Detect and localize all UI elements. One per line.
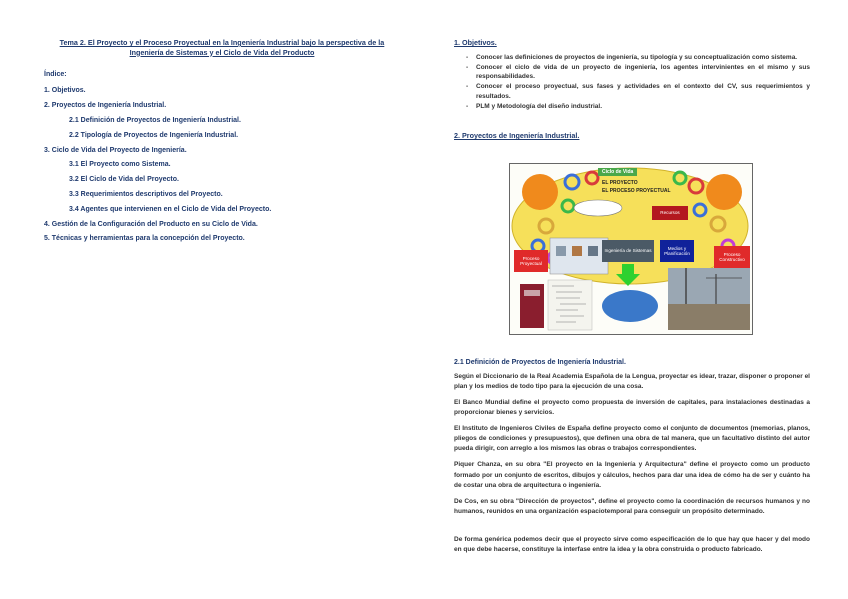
paragraph: Según el Diccionario de la Real Academia Española de la Lengua, proyectar es idear, trazar, disponer o proponer el plan y los medios de todo tipo para la ejecución de una cosa. [454, 373, 810, 391]
objective-item: - Conocer el proceso proyectual, sus fases y actividades en el contexto del CV, sus requerimientos y resultados. [466, 83, 810, 100]
toc-item[interactable]: 3.3 Requerimientos descriptivos del Proyecto. [69, 191, 223, 199]
bullet-mark: - [466, 63, 469, 71]
box-proceso-proyectual: Proceso Proyectual [514, 250, 548, 272]
subsection-2-1-heading: 2.1 Definición de Proyectos de Ingeniería Industrial. [454, 359, 626, 367]
cloud-shape [574, 200, 622, 216]
box-recursos: Recursos [652, 206, 688, 220]
file-tree-image [548, 280, 592, 330]
objective-item: - Conocer las definiciones de proyectos de ingeniería, su tipología y su conceptualización como sistema. [466, 54, 798, 61]
blue-oval [602, 290, 658, 322]
toc-item[interactable]: 3.4 Agentes que intervienen en el Ciclo de Vida del Proyecto. [69, 205, 272, 213]
toc-item[interactable]: 4. Gestión de la Configuración del Producto en su Ciclo de Vida. [44, 220, 258, 228]
box-medios: Medios y Planificación [660, 240, 694, 262]
table-of-contents [44, 84, 386, 247]
right-page [424, 0, 848, 599]
toc-item[interactable]: 2. Proyectos de Ingeniería Industrial. [44, 102, 167, 110]
toc-item[interactable]: 5. Técnicas y herramientas para la concepción del Proyecto. [44, 235, 245, 243]
final-paragraph: De forma genérica podemos decir que el proyecto sirve como especificación de lo que hay que hacer y del modo en que debe hacerse, constituye la interfase entre la idea y la obra construida o producto fabricado. [454, 535, 810, 553]
toc-item[interactable]: 3.1 El Proyecto como Sistema. [69, 161, 171, 169]
index-label: Índice: [44, 71, 67, 79]
section2-heading: 2. Proyectos de Ingeniería Industrial. [454, 131, 580, 141]
bullet-mark: - [466, 83, 469, 91]
toc-item[interactable]: 2.1 Definición de Proyectos de Ingeniería Industrial. [69, 117, 241, 125]
paragraph: El Instituto de Ingenieros Civiles de España define proyecto como el conjunto de documentos (memorias, planos, pliegos de condiciones y presupuestos), que definen una obra de tal manera, que un facultativo distinto del autor pueda dirigir, con arreglo a los mismos las obras o trabajos correspondientes. [454, 425, 810, 453]
project-diagram-figure [509, 163, 753, 335]
bullet-mark: - [466, 54, 469, 61]
bullet-mark: - [466, 102, 469, 110]
paragraph: De Cos, en su obra "Dirección de proyectos", define el proyecto como la coordinación de recursos humanos y no humanos, reunidos en una organización espaciotemporal para conseguir un propósito determinado. [454, 497, 810, 515]
document-title: Tema 2. El Proyecto y el Proceso Proyectual en la Ingeniería Industrial bajo la perspectiva de la Ingeniería de Sistemas y el Ciclo de Vida del Producto [59, 38, 385, 57]
toc-item[interactable]: 2.2 Tipología de Proyectos de Ingeniería Industrial. [69, 131, 239, 139]
objective-item: - Conocer el ciclo de vida de un proyecto de ingeniería, los agentes intervinientes en el mismo y sus responsabilidades. [466, 63, 810, 81]
figure-label-project: EL PROYECTO [602, 180, 638, 187]
gear-left [522, 174, 558, 210]
toc-item[interactable]: 3. Ciclo de Vida del Proyecto de Ingeniería. [44, 146, 187, 154]
objectives-heading: 1. Objetivos. [454, 38, 497, 47]
box-ingenieria-sistemas: Ingeniería de Sistemas [602, 240, 654, 262]
gear-right [706, 174, 742, 210]
life-cycle-badge: Ciclo de Vida [598, 168, 637, 176]
toc-item[interactable]: 1. Objetivos. [44, 87, 86, 95]
objectives-list [454, 53, 810, 111]
figure-label-process: EL PROCESO PROYECTUAL [602, 188, 671, 195]
box-proceso-constructivo: Proceso Constructivo [714, 246, 750, 268]
objective-item: - PLM y Metodología del diseño industrial. [466, 102, 603, 110]
paragraph: El Banco Mundial define el proyecto como propuesta de inversión de capitales, para instalaciones destinadas a proporcionar bienes y servicios. [454, 399, 810, 417]
paragraph: Piquer Chanza, en su obra "El proyecto en la Ingeniería y Arquitectura" define el proyecto como un producto formado por un conjunto de escritos, dibujos y cálculos, hechos para dar una idea de cómo ha de ser y cuánto ha de costar una obra de arquitectura o ingeniería. [454, 461, 810, 489]
toc-item[interactable]: 3.2 El Ciclo de Vida del Proyecto. [69, 176, 179, 184]
